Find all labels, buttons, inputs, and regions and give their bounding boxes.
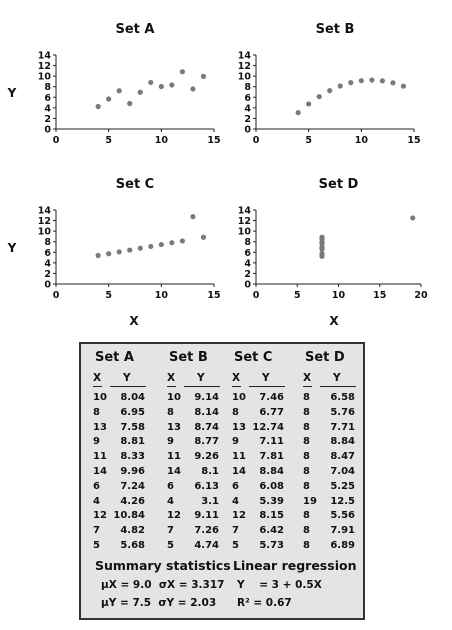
header-underline: [232, 386, 241, 387]
y-axis-label: Y: [7, 86, 17, 100]
data-point: [317, 94, 322, 99]
data-point: [117, 88, 122, 93]
y-tick-label: 6: [44, 92, 51, 104]
x-tick-label: 20: [414, 290, 428, 301]
data-point: [327, 88, 332, 93]
cell-y: 7.26: [194, 525, 219, 537]
data-point: [96, 104, 101, 109]
data-point: [359, 78, 364, 83]
data-point: [106, 96, 111, 101]
data-point: [138, 90, 143, 95]
x-tick-label: 10: [154, 135, 168, 146]
data-point: [390, 80, 395, 85]
cell-x: 8: [303, 406, 310, 418]
x-tick-label: 10: [154, 290, 168, 301]
cell-x: 8: [303, 392, 310, 403]
cell-y: 6.13: [194, 480, 219, 492]
cell-x: 11: [93, 451, 107, 463]
data-point: [96, 253, 101, 258]
chart-title: Set D: [318, 177, 359, 192]
cell-y: 12.74: [252, 421, 284, 433]
cell-x: 8: [303, 421, 310, 433]
cell-y: 5.56: [330, 510, 355, 522]
data-point: [319, 252, 324, 257]
column-header-x: X: [232, 372, 241, 384]
cell-x: 6: [167, 480, 174, 492]
y-tick-label: 6: [244, 247, 251, 259]
cell-y: 9.26: [194, 451, 219, 463]
y-tick-label: 8: [44, 82, 51, 94]
cell-y: 8.84: [330, 436, 355, 448]
data-point: [148, 80, 153, 85]
data-point: [138, 246, 143, 251]
data-point: [169, 82, 174, 87]
cell-x: 4: [167, 495, 174, 507]
cell-x: 13: [93, 421, 107, 433]
data-point: [127, 247, 132, 252]
data-point: [127, 101, 132, 106]
chart-2: [238, 22, 421, 146]
column-header-x: X: [303, 372, 312, 384]
cell-y: 7.46: [259, 392, 284, 403]
cell-y: 8.84: [259, 466, 284, 477]
chart-1: [7, 22, 221, 146]
cell-x: 13: [232, 421, 246, 433]
cell-y: 8.74: [194, 421, 219, 433]
header-underline: [93, 386, 102, 387]
cell-x: 13: [167, 421, 181, 433]
cell-y: 6.95: [120, 406, 145, 418]
cell-y: 10.84: [113, 510, 145, 522]
cell-y: 7.91: [330, 525, 355, 537]
cell-x: 4: [93, 495, 100, 507]
x-tick-label: 5: [105, 135, 112, 146]
header-underline: [303, 386, 312, 387]
data-point: [348, 80, 353, 85]
cell-y: 8.14: [194, 406, 219, 418]
data-point: [117, 249, 122, 254]
y-tick-label: 12: [37, 216, 51, 228]
cell-y: 9.96: [120, 466, 145, 477]
summary-line-y: μY = 7.5 σY = 2.03: [101, 597, 217, 609]
data-point: [369, 77, 374, 82]
y-tick-label: 4: [44, 258, 51, 270]
cell-y: 4.26: [120, 495, 145, 507]
column-header-y: Y: [123, 372, 131, 384]
cell-x: 6: [93, 480, 100, 492]
x-tick-label: 5: [305, 135, 312, 146]
cell-x: 7: [232, 525, 239, 537]
chart-4: [238, 177, 428, 328]
data-point: [401, 84, 406, 89]
cell-x: 5: [232, 540, 239, 551]
regression-title: Linear regression: [233, 558, 357, 573]
x-tick-label: 5: [293, 290, 301, 301]
cell-x: 8: [303, 540, 310, 551]
header-underline: [184, 386, 220, 387]
cell-x: 19: [303, 495, 317, 507]
data-point: [380, 78, 385, 83]
cell-y: 6.89: [330, 540, 355, 551]
data-point: [410, 215, 415, 220]
y-tick-label: 8: [44, 237, 51, 249]
cell-x: 5: [167, 540, 174, 551]
cell-x: 7: [93, 525, 100, 537]
cell-x: 8: [303, 451, 310, 463]
y-tick-label: 0: [244, 279, 251, 291]
cell-y: 5.73: [259, 540, 284, 551]
x-tick-label: 10: [354, 135, 368, 146]
data-point: [319, 245, 324, 250]
header-underline: [320, 386, 356, 387]
cell-y: 6.58: [330, 392, 355, 403]
cell-x: 8: [303, 480, 310, 492]
cell-x: 14: [232, 466, 246, 477]
cell-y: 12.5: [330, 495, 355, 507]
cell-y: 8.15: [259, 510, 284, 522]
x-axis-label: X: [329, 314, 339, 328]
data-point: [169, 240, 174, 245]
cell-y: 7.81: [259, 451, 284, 463]
data-point: [319, 240, 324, 245]
x-tick-label: 15: [407, 135, 421, 146]
data-point: [106, 251, 111, 256]
cell-x: 11: [232, 451, 246, 463]
cell-y: 8.1: [201, 466, 219, 477]
set-header: Set B: [169, 350, 208, 365]
cell-x: 14: [93, 466, 107, 477]
cell-x: 9: [167, 436, 174, 448]
x-axis-label: X: [129, 314, 139, 328]
cell-x: 11: [167, 451, 181, 463]
set-header: Set C: [234, 350, 273, 365]
column-header-x: X: [167, 372, 176, 384]
cell-y: 9.11: [194, 510, 219, 522]
summary-title: Summary statistics: [95, 558, 231, 573]
data-point: [180, 69, 185, 74]
column-header-y: Y: [333, 372, 341, 384]
chart-title: Set A: [115, 22, 155, 37]
y-tick-label: 14: [37, 205, 51, 217]
cell-y: 6.08: [259, 480, 284, 492]
data-point: [338, 83, 343, 88]
cell-x: 8: [303, 436, 310, 448]
cell-x: 8: [232, 406, 239, 418]
x-tick-label: 0: [252, 135, 260, 146]
y-tick-label: 0: [44, 279, 51, 291]
header-underline: [110, 386, 146, 387]
y-tick-label: 10: [237, 226, 251, 238]
y-tick-label: 12: [237, 216, 251, 228]
cell-x: 4: [232, 495, 239, 507]
y-tick-label: 2: [44, 268, 51, 280]
y-tick-label: 0: [44, 124, 51, 136]
y-tick-label: 14: [237, 205, 251, 217]
chart-title: Set B: [315, 22, 355, 37]
cell-x: 10: [232, 392, 246, 403]
cell-y: 7.71: [330, 421, 355, 433]
cell-x: 14: [167, 466, 181, 477]
y-tick-label: 12: [37, 61, 51, 73]
cell-x: 12: [93, 510, 107, 522]
cell-y: 7.11: [259, 436, 284, 448]
cell-x: 9: [232, 436, 239, 448]
header-underline: [167, 386, 176, 387]
y-tick-label: 14: [237, 50, 251, 62]
regression-r2: R² = 0.67: [237, 597, 292, 609]
cell-x: 5: [93, 540, 100, 551]
x-tick-label: 5: [105, 290, 112, 301]
cell-x: 9: [93, 436, 100, 448]
y-tick-label: 4: [44, 103, 51, 115]
cell-y: 8.77: [194, 436, 219, 448]
set-header: Set A: [95, 350, 134, 365]
cell-y: 7.24: [120, 480, 145, 492]
data-table-panel: [79, 342, 365, 620]
cell-y: 5.68: [120, 540, 145, 551]
x-tick-label: 0: [252, 290, 260, 301]
y-tick-label: 10: [237, 71, 251, 83]
cell-x: 7: [167, 525, 174, 537]
y-tick-label: 6: [244, 92, 251, 104]
cell-x: 10: [167, 392, 181, 403]
y-tick-label: 6: [44, 247, 51, 259]
data-point: [190, 214, 195, 219]
data-point: [159, 84, 164, 89]
data-point: [148, 244, 153, 249]
cell-y: 8.33: [120, 451, 145, 463]
summary-line-x: μX = 9.0 σX = 3.317: [101, 579, 225, 591]
cell-x: 6: [232, 480, 239, 492]
x-tick-label: 15: [207, 135, 221, 146]
cell-x: 8: [303, 466, 310, 477]
data-point: [159, 242, 164, 247]
cell-y: 8.04: [120, 392, 145, 403]
cell-y: 7.04: [330, 466, 355, 477]
x-tick-label: 0: [52, 290, 60, 301]
x-tick-label: 10: [331, 290, 346, 301]
cell-y: 8.81: [120, 436, 145, 448]
cell-y: 6.77: [259, 406, 284, 418]
y-tick-label: 2: [44, 113, 51, 125]
cell-y: 8.47: [330, 451, 355, 463]
data-point: [180, 238, 185, 243]
cell-y: 5.76: [330, 406, 355, 418]
set-header: Set D: [305, 350, 345, 365]
cell-y: 4.74: [194, 540, 219, 551]
x-tick-label: 15: [207, 290, 221, 301]
y-tick-label: 8: [244, 237, 251, 249]
cell-y: 4.82: [120, 525, 145, 537]
cell-x: 8: [167, 406, 174, 418]
cell-y: 9.14: [194, 392, 219, 403]
data-point: [306, 101, 311, 106]
cell-x: 12: [232, 510, 246, 522]
y-tick-label: 14: [37, 50, 51, 62]
cell-y: 3.1: [201, 495, 219, 507]
y-tick-label: 8: [244, 82, 251, 94]
y-tick-label: 4: [244, 103, 251, 115]
y-tick-label: 2: [244, 113, 251, 125]
x-tick-label: 0: [52, 135, 60, 146]
data-point: [296, 110, 301, 115]
cell-y: 6.42: [259, 525, 284, 537]
data-point: [201, 74, 206, 79]
x-tick-label: 15: [373, 290, 387, 301]
cell-x: 12: [167, 510, 181, 522]
y-tick-label: 2: [244, 268, 251, 280]
y-tick-label: 10: [37, 226, 51, 238]
chart-3: [7, 177, 221, 328]
y-tick-label: 4: [244, 258, 251, 270]
column-header-x: X: [93, 372, 102, 384]
column-header-y: Y: [262, 372, 270, 384]
y-tick-label: 12: [237, 61, 251, 73]
data-point: [190, 86, 195, 91]
y-axis-label: Y: [7, 241, 17, 255]
cell-y: 5.25: [330, 480, 355, 492]
cell-x: 8: [93, 406, 100, 418]
data-point: [201, 235, 206, 240]
y-tick-label: 0: [244, 124, 251, 136]
regression-equation: Y = 3 + 0.5X: [237, 579, 322, 591]
cell-x: 10: [93, 392, 107, 403]
cell-y: 7.58: [120, 421, 145, 433]
header-underline: [249, 386, 285, 387]
chart-title: Set C: [115, 177, 155, 192]
cell-y: 5.39: [259, 495, 284, 507]
cell-x: 8: [303, 510, 310, 522]
cell-x: 8: [303, 525, 310, 537]
y-tick-label: 10: [37, 71, 51, 83]
column-header-y: Y: [197, 372, 205, 384]
